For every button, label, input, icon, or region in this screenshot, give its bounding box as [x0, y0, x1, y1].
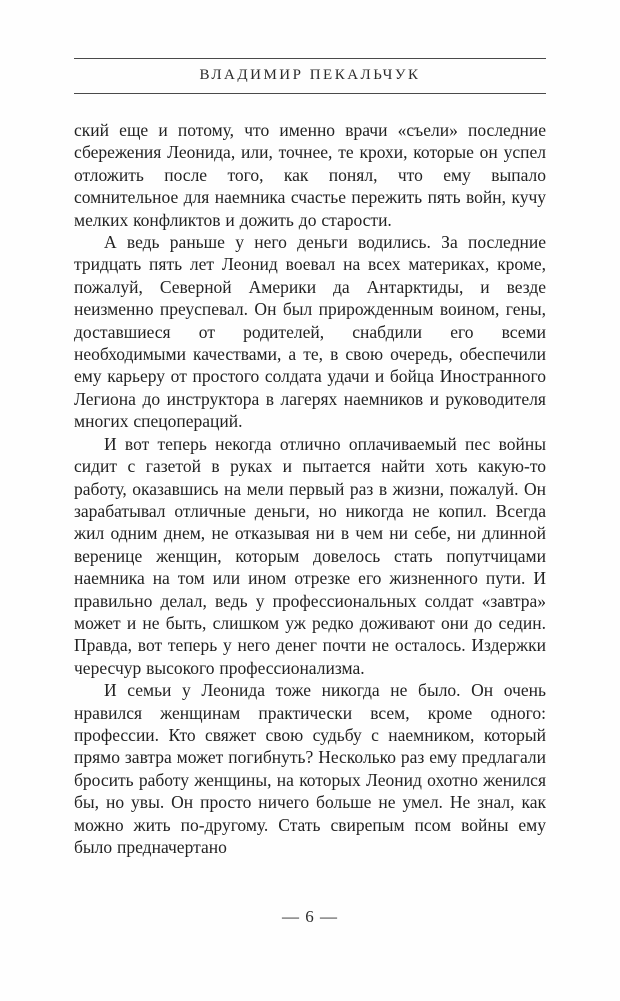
body-paragraph-continuation: ский еще и потому, что именно врачи «съели» последние сбережения Леонида, или, точнее, те крохи, которые он успел отложить после того, как понял, что ему выпало сомнительное для наемника счастье пережить пять войн, кучу мелких конфликтов и дожить до старости.: [74, 120, 546, 230]
page-number: — 6 —: [282, 907, 338, 926]
author-name: ВЛАДИМИР ПЕКАЛЬЧУК: [199, 67, 421, 83]
body-paragraph: А ведь раньше у него деньги водились. За последние тридцать пять лет Леонид воевал на всех материках, кроме, пожалуй, Северной Америки да Антарктиды, и везде неизменно преуспевал. Он был прирожденным воином, гены, доставшиеся от родителей, снабдили его всеми необходимыми качествами, а те, в свою очередь, обеспечили ему карьеру от простого солдата удачи и бойца Иностранного Легиона до инструктора в лагерях наемников и руководителя многих спецопераций.: [74, 232, 546, 432]
body-paragraph: И вот теперь некогда отлично оплачиваемый пес войны сидит с газетой в руках и пытается найти хоть какую-то работу, оказавшись на мели первый раз в жизни, пожалуй. Он зарабатывал отличные деньги, но никогда не копил. Всегда жил одним днем, не отказывая ни в чем ни себе, ни длинной веренице женщин, которым довелось стать попутчицами наемника на том или ином отрезке его жизненного пути. И правильно делал, ведь у профессиональных солдат «завтра» может и не быть, слишком уж редко доживают они до седин. Правда, вот теперь у него денег почти не осталось. Издержки чересчур высокого профессионализма.: [74, 433, 546, 678]
page-body: [74, 119, 546, 858]
header-rule-bottom: [74, 93, 546, 94]
page-footer: [0, 907, 620, 927]
body-paragraph: И семьи у Леонида тоже никогда не было. Он очень нравился женщинам практически всем, кроме одного: профессии. Кто свяжет свою судьбу с наемником, который прямо завтра может погибнуть? Несколько раз ему предлагали бросить работу женщины, на которых Леонид охотно женился бы, но увы. Он просто ничего больше не умел. Не знал, как можно жить по-другому. Стать свирепым псом войны ему было предначертано: [74, 680, 546, 857]
page-header: [74, 58, 546, 94]
